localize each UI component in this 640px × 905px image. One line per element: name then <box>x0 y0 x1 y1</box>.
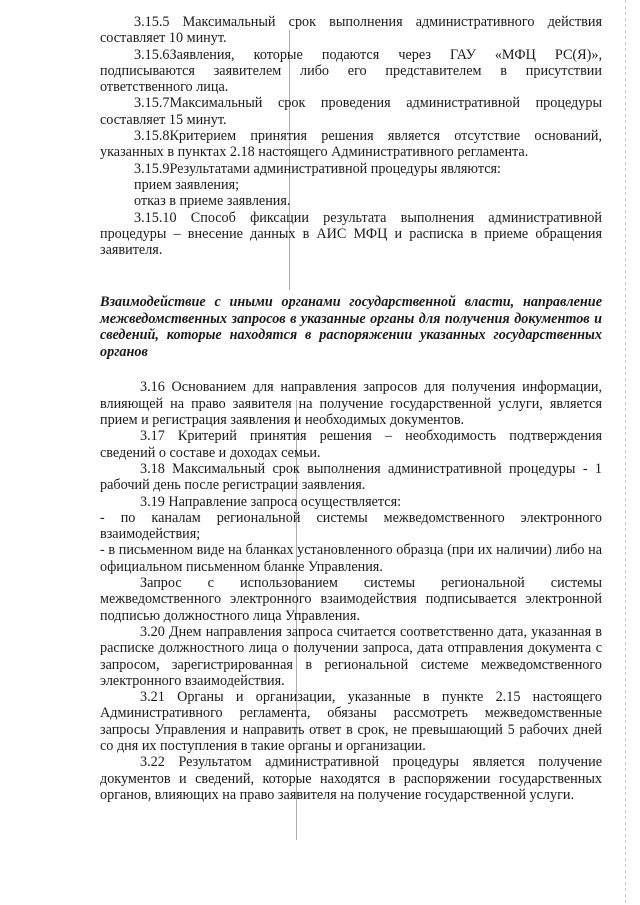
paragraph-3-21: 3.21 Органы и организации, указанные в пункте 2.15 настоящего Административного регламента, обязаны рассмотреть межведомственные запросы Управления и направить ответ в срок, не превышающий 5 рабочих дней со дня их поступления в такие органы и организации. <box>100 689 602 754</box>
paragraph-3-15-9: 3.15.9Результатами административной процедуры являются: <box>134 160 501 177</box>
scan-fold-line <box>625 0 626 905</box>
paragraph-3-15-10: 3.15.10 Способ фиксации результата выполнения административной процедуры – внесение данных в АИС МФЦ и расписка в приеме обращения заявителя. <box>100 209 602 259</box>
paragraph-3-17: 3.17 Критерий принятия решения – необходимость подтверждения сведений о составе и доходах семьи. <box>100 428 602 461</box>
paragraph-3-15-5: 3.15.5 Максимальный срок выполнения административного действия составляет 10 минут. <box>100 14 602 47</box>
channel-item-paper: - в письменном виде на бланках установленного образца (при их наличии) либо на официальном письменном бланке Управления. <box>100 542 602 575</box>
result-item-refuse: отказ в приеме заявления. <box>134 193 291 210</box>
paragraph-3-22: 3.22 Результатом административной процедуры является получение документов и сведений, которые находятся в распоряжении государственных органов, влияющих на право заявителя на получение государственной услуги. <box>100 754 602 803</box>
paragraph-3-19: 3.19 Направление запроса осуществляется: <box>140 493 402 510</box>
channel-item-electronic: - по каналам региональной системы межведомственного электронного взаимодействия; <box>100 509 602 543</box>
paragraph-3-16: 3.16 Основанием для направления запросов для получения информации, влияющей на право заявителя на получение государственной услуги, является прием и регистрация заявления и необходимых документов. <box>100 379 602 429</box>
paragraph-3-20: 3.20 Днем направления запроса считается соответственно дата, указанная в расписке должностного лица о получении запроса, дата отправления документа с запросом, зарегистрированная в региональной системе межведомственного электронного взаимодействия. <box>100 623 602 689</box>
paragraph-3-18: 3.18 Максимальный срок выполнения административной процедуры - 1 рабочий день после регистрации заявления. <box>100 460 602 494</box>
paragraph-3-15-8: 3.15.8Критерием принятия решения является отсутствие оснований, указанных в пунктах 2.18 настоящего Административного регламента. <box>100 128 602 161</box>
paragraph-3-15-7: 3.15.7Максимальный срок проведения административной процедуры составляет 15 минут. <box>100 95 602 128</box>
paragraph-request-signature: Запрос с использованием системы региональной системы межведомственного электронного взаимодействия подписывается электронной подписью должностного лица Управления. <box>100 575 602 624</box>
result-item-accept: прием заявления; <box>134 176 240 193</box>
paragraph-3-15-6: 3.15.6Заявления, которые подаются через ГАУ «МФЦ РС(Я)», подписываются заявителем либо его представителем в присутствии ответственного лица. <box>100 46 602 96</box>
section-heading: Взаимодействие с иными органами государственной власти, направление межведомственных запросов в указанные органы для получения документов и сведений, которые находятся в распоряжении указанных государственных органов <box>100 294 602 360</box>
document-text <box>100 14 602 803</box>
